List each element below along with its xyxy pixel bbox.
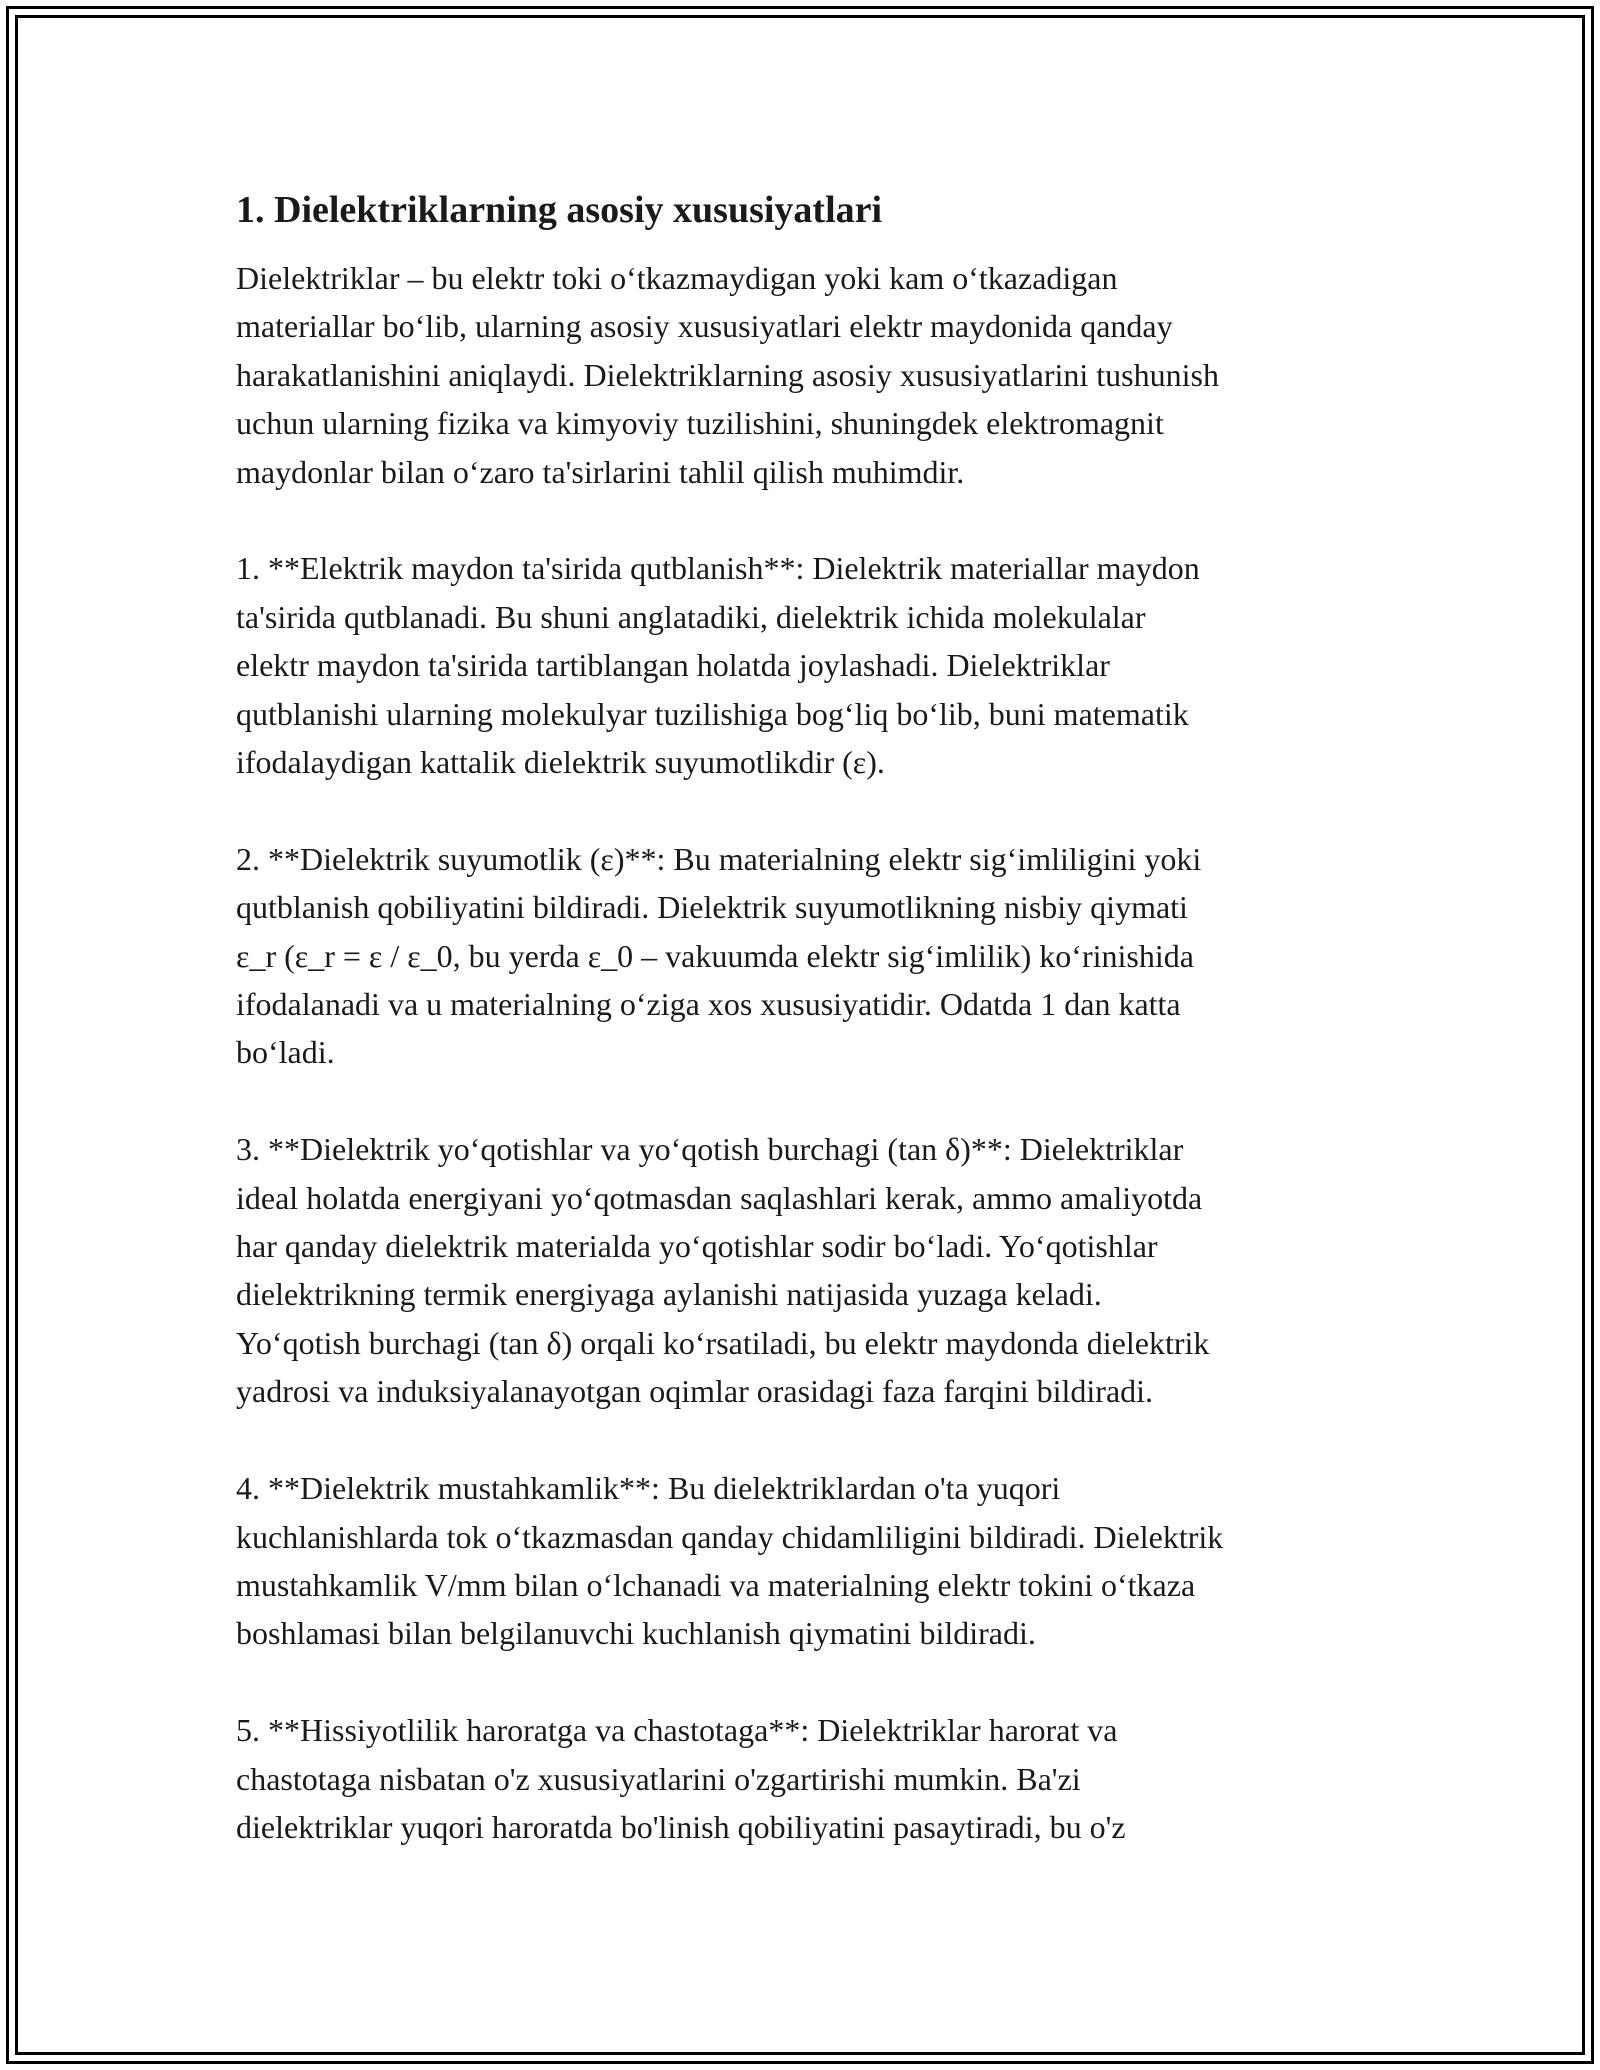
text-line: qutblanish qobiliyatini bildiradi. Dielektrik suyumotlikning nisbiy qiymati xyxy=(236,889,1188,926)
text-line: har qanday dielektrik materialda yo‘qotishlar sodir bo‘ladi. Yo‘qotishlar xyxy=(236,1228,1158,1265)
text-line: 5. **Hissiyotlilik haroratga va chastotaga**: Dielektriklar harorat va xyxy=(236,1712,1118,1749)
list-item-4 xyxy=(236,1464,1386,1658)
text-line: Yo‘qotish burchagi (tan δ) orqali ko‘rsatiladi, bu elektr maydonda dielektrik xyxy=(236,1324,1210,1361)
text-line: boshlamasi bilan belgilanuvchi kuchlanish qiymatini bildiradi. xyxy=(236,1615,1036,1652)
text-line: ifodalanadi va u materialning o‘ziga xos xususiyatidir. Odatda 1 dan katta xyxy=(236,986,1181,1023)
paragraph-gap xyxy=(236,1658,1386,1706)
paragraph-gap xyxy=(236,1416,1386,1464)
text-line: 3. **Dielektrik yo‘qotishlar va yo‘qotish burchagi (tan δ)**: Dielektriklar xyxy=(236,1131,1184,1168)
text-line: maydonlar bilan o‘zaro ta'sirlarini tahlil qilish muhimdir. xyxy=(236,453,965,490)
list-item-5 xyxy=(236,1706,1386,1851)
list-item-2 xyxy=(236,835,1386,1077)
text-line: ta'sirida qutblanadi. Bu shuni anglatadiki, dielektrik ichida molekulalar xyxy=(236,598,1146,635)
text-line: elektr maydon ta'sirida tartiblangan holatda joylashadi. Dielektriklar xyxy=(236,647,1110,684)
text-line: 1. **Elektrik maydon ta'sirida qutblanish**: Dielektrik materiallar maydon xyxy=(236,550,1200,587)
list-item-1 xyxy=(236,544,1386,786)
text-line: qutblanishi ularning molekulyar tuzilishiga bog‘liq bo‘lib, buni matematik xyxy=(236,695,1189,732)
text-line: dielektriklar yuqori haroratda bo'linish qobiliyatini pasaytiradi, bu o'z xyxy=(236,1808,1126,1845)
text-line: uchun ularning fizika va kimyoviy tuzilishini, shuningdek elektromagnit xyxy=(236,405,1164,442)
text-line: chastotaga nisbatan o'z xususiyatlarini o'zgartirishi mumkin. Ba'zi xyxy=(236,1760,1081,1797)
section-heading: 1. Dielektriklarning asosiy xususiyatlari xyxy=(236,189,883,231)
text-line: Dielektriklar – bu elektr toki o‘tkazmaydigan yoki kam o‘tkazadigan xyxy=(236,260,1118,296)
list-item-3 xyxy=(236,1125,1386,1415)
text-line: ideal holatda energiyani yo‘qotmasdan saqlashlari kerak, ammo amaliyotda xyxy=(236,1179,1203,1216)
text-line: ε_r (ε_r = ε / ε_0, bu yerda ε_0 – vakuumda elektr sig‘imlilik) ko‘rinishida xyxy=(236,937,1194,974)
text-line: ifodalaydigan kattalik dielektrik suyumotlikdir (ε). xyxy=(236,744,885,781)
text-line: yadrosi va induksiyalanayotgan oqimlar orasidagi faza farqini bildiradi. xyxy=(236,1373,1154,1410)
paragraph-gap xyxy=(236,786,1386,834)
document-body xyxy=(236,186,1386,1851)
paragraph-gap xyxy=(236,1077,1386,1125)
text-line: 4. **Dielektrik mustahkamlik**: Bu dielektriklardan o'ta yuqori xyxy=(236,1470,1061,1507)
text-line: materiallar bo‘lib, ularning asosiy xususiyatlari elektr maydonida qanday xyxy=(236,308,1173,345)
text-line: dielektrikning termik energiyaga aylanishi natijasida yuzaga keladi. xyxy=(236,1276,1102,1313)
text-line: 2. **Dielektrik suyumotlik (ε)**: Bu materialning elektr sig‘imliligini yoki xyxy=(236,840,1202,877)
text-line: harakatlanishini aniqlaydi. Dielektriklarning asosiy xususiyatlarini tushunish xyxy=(236,356,1219,393)
text-line: kuchlanishlarda tok o‘tkazmasdan qanday chidamliligini bildiradi. Dielektrik xyxy=(236,1518,1224,1555)
intro-paragraph xyxy=(236,254,1386,496)
text-line: bo‘ladi. xyxy=(236,1034,335,1071)
paragraph-gap xyxy=(236,496,1386,544)
text-line: mustahkamlik V/mm bilan o‘lchanadi va materialning elektr tokini o‘tkaza xyxy=(236,1566,1196,1603)
